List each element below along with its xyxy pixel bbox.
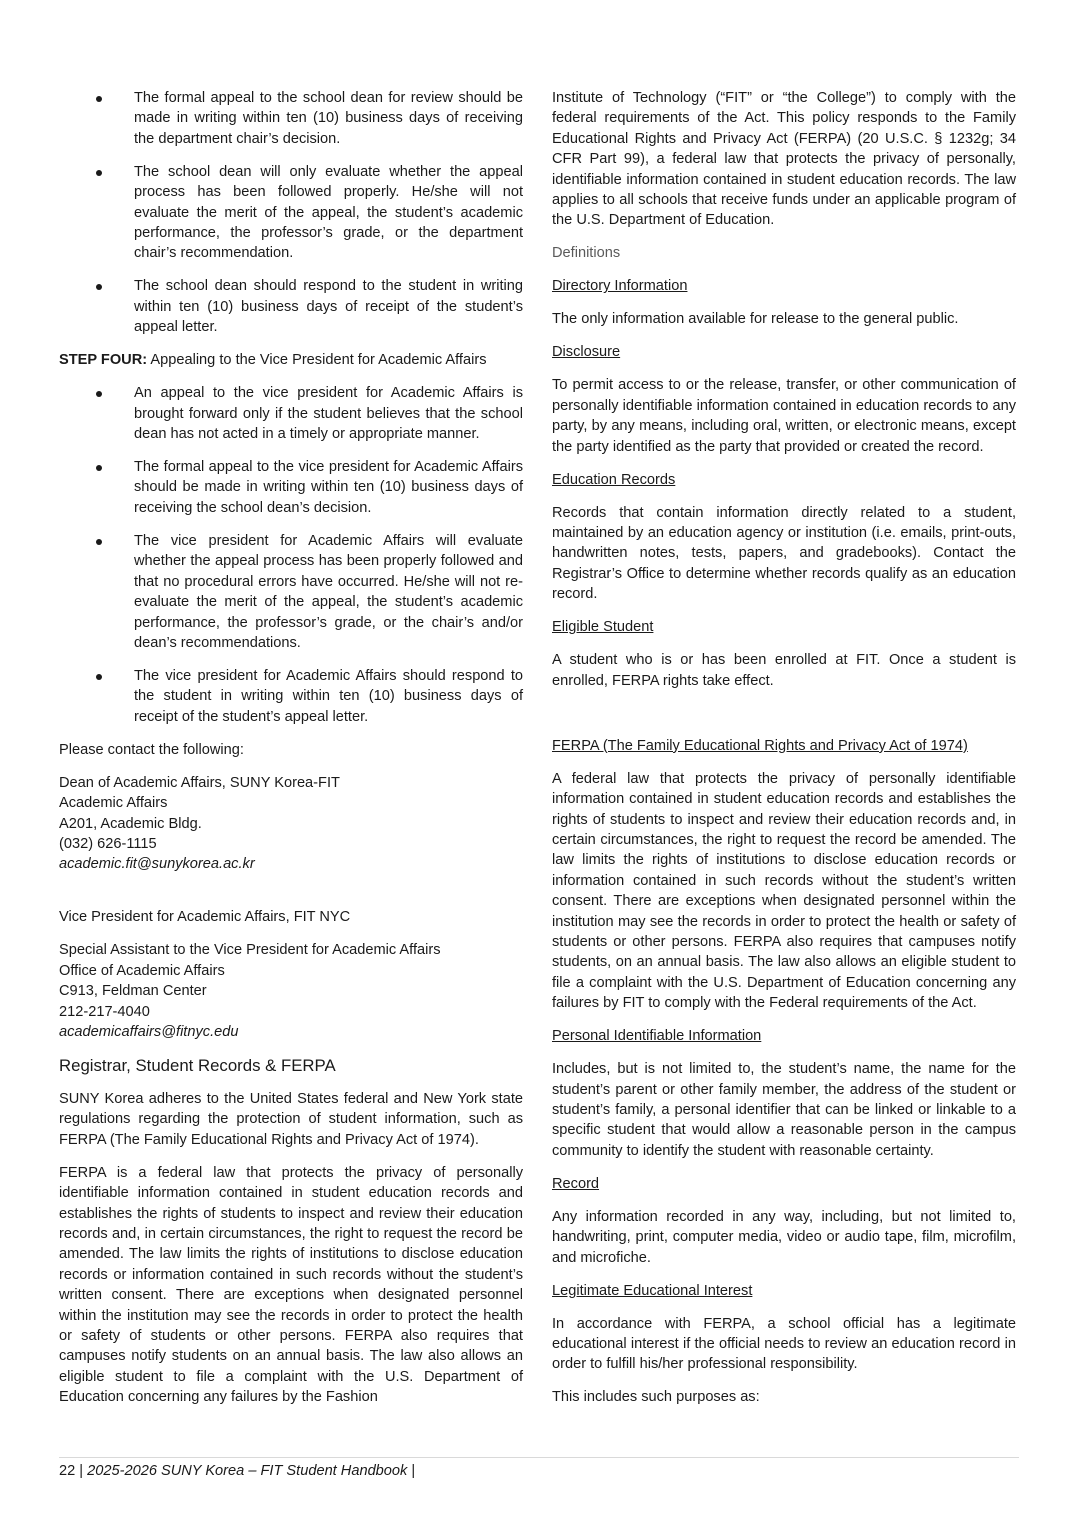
contact-title: Special Assistant to the Vice President for Academic Affairs: [59, 942, 441, 959]
bullet-icon: [96, 96, 102, 102]
handbook-title: 2025-2026 SUNY Korea – FIT Student Handbook: [87, 1463, 408, 1479]
term-definition: A federal law that protects the privacy of personally identifiable information contained in student education records and establishes the rights of students to inspect and review their education records and, in certain circumstances, the right to request the record be amended. The law limits the rights of institutions to disclose education records or information contained in such records without the student’s written consent. There are exceptions when designated personnel within the institution may see the records in order to protect the health or safety of students or other persons. FERPA also requires that campuses notify students, on an annual basis. The law also allows an eligible student to file a complaint with the U.S. Department of Education concerning any failures by FIT to comply with the Federal requirements of the Act.: [552, 770, 1016, 1012]
footer-divider: [59, 1457, 1019, 1458]
contact-intro: Please contact the following:: [59, 741, 244, 758]
bullet-icon: [96, 674, 102, 680]
contact-phone: 212-217-4040: [59, 1003, 150, 1020]
contact-phone: (032) 626-1115: [59, 835, 157, 852]
step-four-heading: STEP FOUR: Appealing to the Vice President for Academic Affairs: [59, 352, 487, 369]
list-item: The formal appeal to the vice president for Academic Affairs should be made in writing within ten (10) business days of receiving the school dean’s decision.: [59, 457, 523, 518]
step4-bullet-list: [59, 383, 523, 727]
paragraph: FERPA is a federal law that protects the privacy of personally identifiable information contained in student education records and establishes the rights of students to inspect and review their education records and, in certain circumstances, the right to request the record be amended. The law limits the rights of institutions to disclose education records or information contained in such records without the student’s written consent. There are exceptions when designated personnel within the institution may see the records in order to protect the health or safety of students or other persons. FERPA also requires that campuses notify students on an annual basis. The law also allows an eligible student to file a complaint with the U.S. Department of Education concerning any failures by the Fashion: [59, 1164, 523, 1406]
contact-block-korea: [59, 773, 523, 875]
term-definition: The only information available for release to the general public.: [552, 311, 959, 328]
contact-email: academicaffairs@fitnyc.edu: [59, 1023, 239, 1040]
contact-title-nyc: Vice President for Academic Affairs, FIT NYC: [59, 909, 351, 926]
paragraph: SUNY Korea adheres to the United States federal and New York state regulations regarding the protection of student information, such as FERPA (The Family Educational Rights and Privacy Act of 1974).: [59, 1090, 523, 1148]
term-heading: Education Records: [552, 471, 676, 488]
term-definition: To permit access to or the release, transfer, or other communication of personally identifiable information contained in education records to any party, by any means, including oral, written, or electronic means, except the party identified as the party that provided or created the record.: [552, 377, 1016, 455]
term-heading: Directory Information: [552, 278, 688, 295]
contact-department: Academic Affairs: [59, 795, 168, 812]
definitions-heading: Definitions: [552, 245, 621, 262]
closing-line: This includes such purposes as:: [552, 1389, 760, 1406]
list-item: The formal appeal to the school dean for review should be made in writing within ten (10) business days of receiving the department chair’s decision.: [59, 88, 523, 149]
term-heading: Personal Identifiable Information: [552, 1028, 762, 1045]
list-item: The school dean will only evaluate whether the appeal process has been followed properly. He/she will not evaluate the merit of the appeal, the student’s academic performance, the professor’s grade, or the department chair’s recommendation.: [59, 162, 523, 264]
page-number: 22: [59, 1463, 76, 1479]
contact-department: Office of Academic Affairs: [59, 962, 225, 979]
right-column: [552, 88, 1016, 1420]
bullet-icon: [96, 539, 102, 545]
contact-block-nyc: [59, 940, 523, 1042]
list-item: The school dean should respond to the student in writing within ten (10) business days of receipt of the student’s appeal letter.: [59, 276, 523, 337]
section-heading: Registrar, Student Records & FERPA: [59, 1055, 336, 1075]
contact-room: C913, Feldman Center: [59, 983, 207, 1000]
page-footer: 22 | 2025-2026 SUNY Korea – FIT Student Handbook |: [59, 1463, 416, 1479]
term-definition: Any information recorded in any way, including, but not limited to, handwriting, print, computer media, video or audio tape, film, microfilm, and microfiche.: [552, 1208, 1016, 1266]
list-item: An appeal to the vice president for Academic Affairs is brought forward only if the student believes that the school dean has not acted in a timely or appropriate manner.: [59, 383, 523, 444]
contact-room: A201, Academic Bldg.: [59, 815, 202, 832]
term-heading: FERPA (The Family Educational Rights and Privacy Act of 1974): [552, 737, 968, 754]
list-item: The vice president for Academic Affairs will evaluate whether the appeal process has been properly followed and that no procedural errors have occurred. He/she will not re-evaluate the merit of the appeal, the student’s academic performance, the professor’s grade, or the chair’s and/or dean’s recommendations.: [59, 531, 523, 653]
contact-email: academic.fit@sunykorea.ac.kr: [59, 856, 255, 873]
term-heading: Record: [552, 1175, 600, 1192]
paragraph: Institute of Technology (“FIT” or “the College”) to comply with the federal requirements of the Act. This policy responds to the Family Educational Rights and Privacy Act (FERPA) (20 U.S.C. § 1232g; 34 CFR Part 99), a federal law that protects the privacy of personally, identifiable information contained in student education records. The law applies to all schools that receive funds under an applicable program of the U.S. Department of Education.: [552, 90, 1016, 229]
term-definition: Includes, but is not limited to, the student’s name, the name for the student’s parent or other family member, the address of the student or student’s family, a personal identifier that can be linked or linkable to a specific student that would allow a reasonable person in the campus community to identify the student with reasonable certainty.: [552, 1061, 1016, 1159]
list-item: The vice president for Academic Affairs should respond to the student in writing within ten (10) business days of receipt of the student’s appeal letter.: [59, 666, 523, 727]
step3-bullet-list: [59, 88, 523, 338]
contact-title: Dean of Academic Affairs, SUNY Korea-FIT: [59, 774, 340, 791]
term-definition: In accordance with FERPA, a school official has a legitimate educational interest if the official needs to review an education record in order to fulfill his/her professional responsibility.: [552, 1315, 1016, 1373]
term-heading: Legitimate Educational Interest: [552, 1282, 753, 1299]
bullet-icon: [96, 465, 102, 471]
term-heading: Disclosure: [552, 344, 621, 361]
left-column: [59, 88, 523, 1420]
term-definition: A student who is or has been enrolled at FIT. Once a student is enrolled, FERPA rights take effect.: [552, 652, 1016, 689]
term-definition: Records that contain information directly related to a student, maintained by an education agency or institution (i.e. emails, print-outs, handwritten notes, tests, papers, and gradebooks). Contact the Registrar’s Office to determine whether records qualify as an education record.: [552, 504, 1016, 603]
term-heading: Eligible Student: [552, 619, 654, 636]
bullet-icon: [96, 284, 102, 290]
bullet-icon: [96, 391, 102, 397]
bullet-icon: [96, 170, 102, 176]
